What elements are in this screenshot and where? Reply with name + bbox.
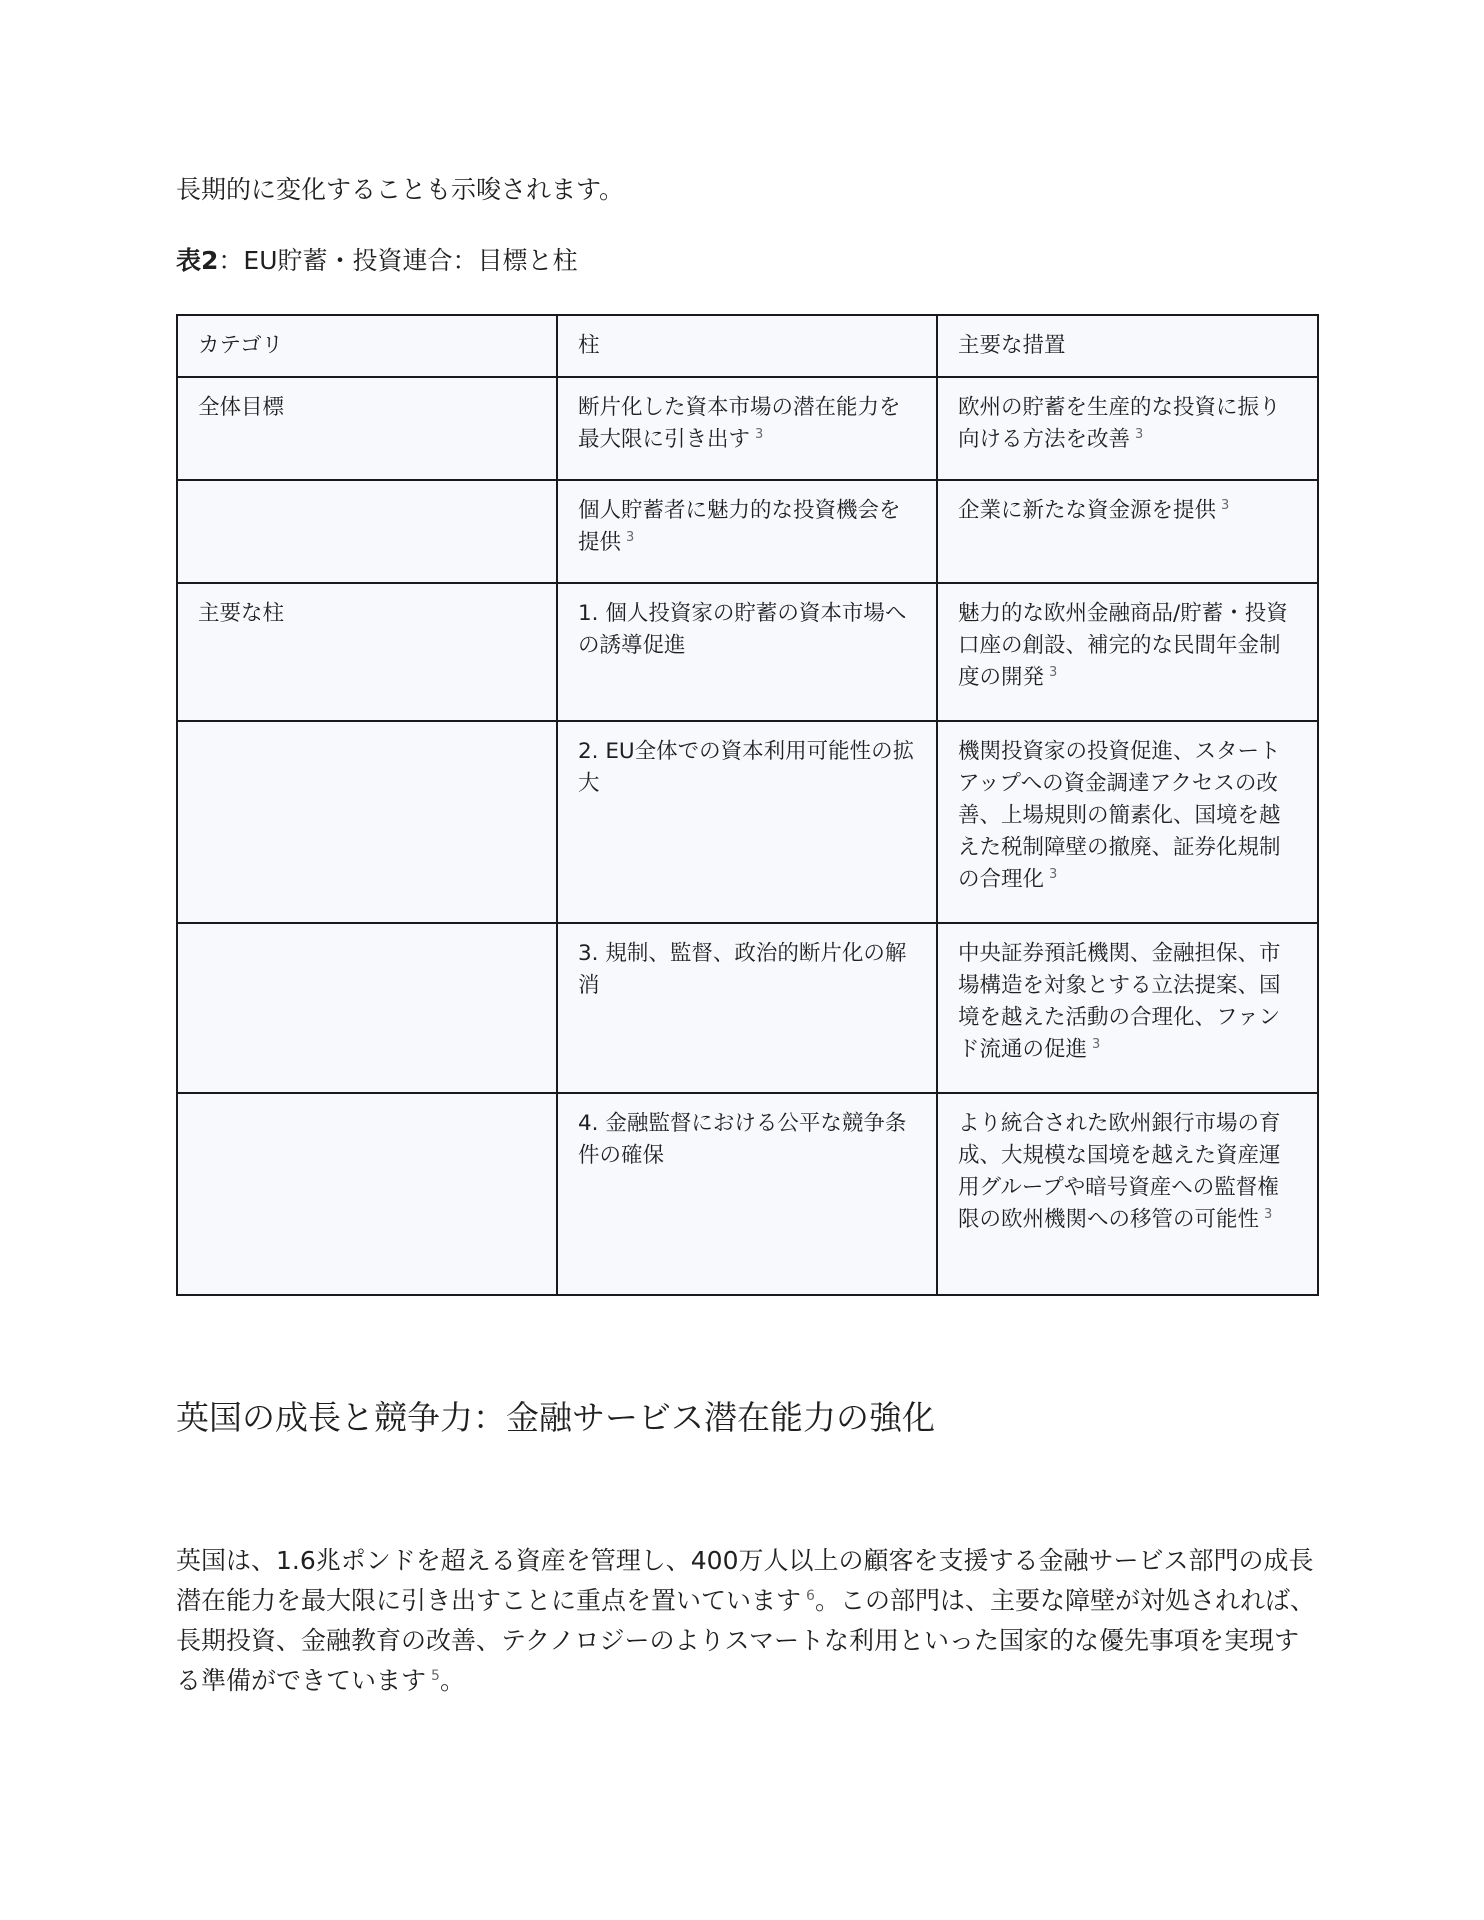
body-paragraph — [176, 1541, 1316, 1701]
row-pillar — [557, 377, 937, 480]
footnote-ref[interactable]: 3 — [1221, 497, 1230, 513]
row-pillar — [557, 1093, 937, 1295]
measures-text: より統合された欧州銀行市場の育成、大規模な国境を越えた資産運用グループや暗号資産への監督権限の欧州機関への移管の可能性 — [958, 1111, 1281, 1232]
row-pillar — [557, 480, 937, 583]
row-measures — [937, 377, 1318, 480]
paragraph-text: 。この部門は、主要な障壁が対処されれば、長期投資、金融教育の改善、テクノロジーのよりスマートな利用といった国家的な優先事項を実現する準備ができています — [176, 1586, 1315, 1695]
pillar-text: 断片化した資本市場の潜在能力を最大限に引き出す — [578, 395, 901, 452]
table-caption-title: EU貯蓄・投資連合：目標と柱 — [243, 246, 578, 275]
header-measures: 主要な措置 — [937, 315, 1318, 377]
row-measures — [937, 721, 1318, 923]
table-caption-separator: ： — [218, 246, 244, 275]
row-category — [177, 480, 557, 583]
header-pillar: 柱 — [557, 315, 937, 377]
row-category: 全体目標 — [177, 377, 557, 480]
measures-text: 企業に新たな資金源を提供 — [958, 498, 1217, 523]
measures-text: 中央証券預託機関、金融担保、市場構造を対象とする立法提案、国境を越えた活動の合理化、ファンド流通の促進 — [958, 941, 1281, 1062]
row-pillar — [557, 583, 937, 721]
table-row — [177, 923, 1318, 1093]
savings-investment-union-table — [176, 314, 1319, 1296]
measures-text: 魅力的な欧州金融商品/貯蓄・投資口座の創設、補完的な民間年金制度の開発 — [958, 601, 1288, 690]
measures-text: 欧州の貯蓄を生産的な投資に振り向ける方法を改善 — [958, 395, 1281, 452]
footnote-ref[interactable]: 3 — [1049, 866, 1058, 882]
table-row — [177, 721, 1318, 923]
paragraph-text: 英国は、1.6兆ポンドを超える資産を管理し、400万人以上の顧客を支援する金融サービス部門の成長潜在能力を最大限に引き出すことに重点を置いています — [176, 1546, 1314, 1615]
table-row — [177, 377, 1318, 480]
footnote-ref[interactable]: 3 — [755, 426, 764, 442]
intro-text: 長期的に変化することも示唆されます。 — [176, 175, 625, 204]
pillar-text: 個人貯蓄者に魅力的な投資機会を提供 — [578, 498, 901, 555]
pillar-text: 2. EU全体での資本利用可能性の拡大 — [578, 739, 915, 796]
pillar-text: 3. 規制、監督、政治的断片化の解消 — [578, 941, 907, 998]
row-pillar — [557, 923, 937, 1093]
row-measures — [937, 480, 1318, 583]
row-measures — [937, 583, 1318, 721]
table-row — [177, 1093, 1318, 1295]
table-caption-label: 表2 — [176, 246, 219, 275]
footnote-ref[interactable]: 3 — [1092, 1036, 1101, 1052]
row-category — [177, 923, 557, 1093]
footnote-ref[interactable]: 3 — [1264, 1206, 1273, 1222]
pillar-text: 4. 金融監督における公平な競争条件の確保 — [578, 1111, 907, 1168]
footnote-ref[interactable]: 6 — [806, 1587, 815, 1604]
footnote-ref[interactable]: 3 — [1135, 426, 1144, 442]
footnote-ref[interactable]: 3 — [626, 529, 635, 545]
section-heading: 英国の成長と競争力：金融サービス潜在能力の強化 — [176, 1398, 935, 1437]
header-category: カテゴリ — [177, 315, 557, 377]
row-category — [177, 721, 557, 923]
paragraph-text: 。 — [439, 1666, 465, 1695]
footnote-ref[interactable]: 5 — [431, 1667, 440, 1684]
row-pillar — [557, 721, 937, 923]
row-category: 主要な柱 — [177, 583, 557, 721]
footnote-ref[interactable]: 3 — [1049, 664, 1058, 680]
row-category — [177, 1093, 557, 1295]
measures-text: 機関投資家の投資促進、スタートアップへの資金調達アクセスの改善、上場規則の簡素化、国境を越えた税制障壁の撤廃、証券化規制の合理化 — [958, 739, 1281, 892]
table-row — [177, 583, 1318, 721]
table-row — [177, 480, 1318, 583]
row-measures — [937, 923, 1318, 1093]
row-measures — [937, 1093, 1318, 1295]
table-header-row — [177, 315, 1318, 377]
table-caption — [176, 241, 578, 281]
pillar-text: 1. 個人投資家の貯蓄の資本市場への誘導促進 — [578, 601, 907, 658]
